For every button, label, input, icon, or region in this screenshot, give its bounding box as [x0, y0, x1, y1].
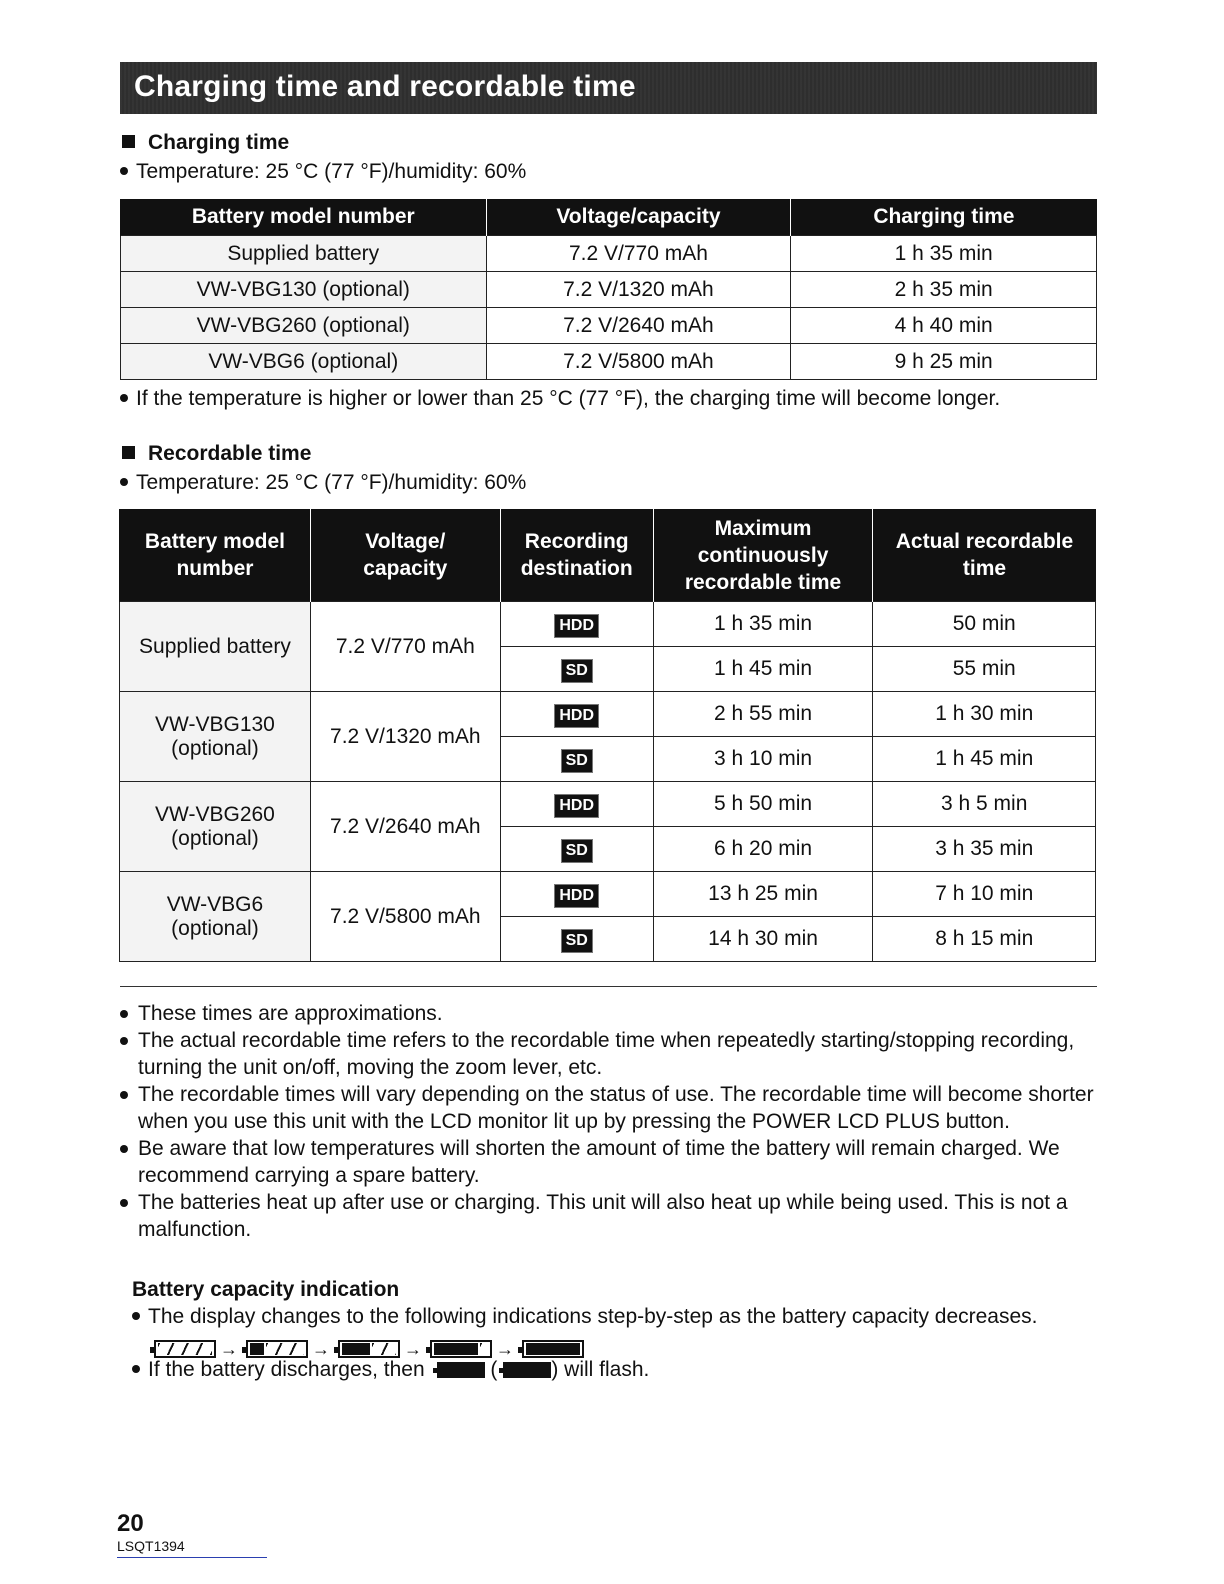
charging-heading-text: Charging time: [148, 131, 290, 154]
list-item: [120, 1000, 1100, 1027]
table-cell: 7.2 V/2640 mAh: [310, 782, 500, 872]
table-cell: 7.2 V/5800 mAh: [486, 344, 791, 380]
table-cell: VW-VBG6 (optional): [121, 344, 487, 380]
table-cell: [500, 737, 653, 782]
table-row: [121, 344, 1097, 380]
table-cell: 9 h 25 min: [791, 344, 1097, 380]
table-header-row: [120, 509, 1096, 602]
charging-note: [120, 387, 1000, 411]
battery-quarter-icon: [437, 1362, 485, 1378]
table-row: [120, 692, 1096, 737]
table-cell: 1 h 35 min: [653, 602, 873, 647]
table-cell: 7.2 V/1320 mAh: [486, 272, 791, 308]
bullet-icon: [120, 167, 128, 175]
title-bar: [120, 62, 1097, 114]
square-bullet-icon: [122, 135, 135, 148]
bullet-icon: [120, 1010, 128, 1018]
table-cell: Supplied battery: [121, 236, 487, 272]
battery-three-quarter-icon: [246, 1340, 308, 1358]
table-row: [121, 308, 1097, 344]
bullet-icon: [120, 1199, 128, 1207]
table-cell: 7.2 V/5800 mAh: [310, 872, 500, 962]
bullet-icon: [120, 394, 128, 402]
column-header: Battery model number: [121, 199, 487, 236]
battery-sequence: [148, 1338, 584, 1360]
sd-card-icon: SD: [562, 840, 592, 862]
note-text: These times are approximations.: [138, 1002, 443, 1025]
table-cell: 7.2 V/770 mAh: [310, 602, 500, 692]
page-number: 20: [117, 1510, 144, 1537]
notes-list: [120, 1000, 1100, 1243]
table-cell: 2 h 35 min: [791, 272, 1097, 308]
table-cell: [500, 647, 653, 692]
recordable-heading: [122, 442, 311, 466]
square-bullet-icon: [122, 446, 135, 459]
list-item: [120, 1189, 1100, 1243]
page-title: Charging time and recordable time: [134, 70, 636, 103]
column-header: Voltage/capacity: [486, 199, 791, 236]
recordable-heading-text: Recordable time: [148, 442, 312, 465]
note-text: Be aware that low temperatures will shorten the amount of time the battery will remain charged. We recommend carrying a spare battery.: [138, 1137, 1060, 1187]
arrow-icon: →: [496, 1338, 514, 1359]
table-cell: VW-VBG260 (optional): [120, 782, 311, 872]
list-item: [120, 1081, 1100, 1135]
table-row: [120, 782, 1096, 827]
table-header-row: [121, 199, 1097, 236]
table-row: [121, 236, 1097, 272]
column-header: Voltage/ capacity: [310, 509, 500, 602]
table-cell: 5 h 50 min: [653, 782, 873, 827]
table-cell: 4 h 40 min: [791, 308, 1097, 344]
table-cell: 55 min: [873, 647, 1096, 692]
hdd-icon: HDD: [555, 705, 598, 727]
sd-card-icon: SD: [562, 660, 592, 682]
battery-indication-line2: If the battery discharges, then ( ) will flash.: [132, 1358, 649, 1382]
table-cell: 1 h 45 min: [873, 737, 1096, 782]
bullet-icon: [120, 478, 128, 486]
charging-table: [120, 199, 1097, 380]
table-cell: Supplied battery: [120, 602, 311, 692]
column-header: Maximum continuously recordable time: [653, 509, 873, 602]
charging-condition-text: Temperature: 25 °C (77 °F)/humidity: 60%: [136, 160, 527, 183]
table-cell: 3 h 5 min: [873, 782, 1096, 827]
arrow-icon: →: [220, 1338, 238, 1359]
note-text: The recordable times will vary depending on the status of use. The recordable time will become shorter when you use this unit with the LCD monitor lit up by pressing the POWER LCD PLUS button.: [138, 1083, 1094, 1133]
hdd-icon: HDD: [555, 885, 598, 907]
table-cell: 50 min: [873, 602, 1096, 647]
table-cell: 14 h 30 min: [653, 917, 873, 962]
table-cell: 3 h 35 min: [873, 827, 1096, 872]
battery-indication-line1: [132, 1305, 1038, 1329]
table-row: [121, 272, 1097, 308]
table-cell: 7.2 V/1320 mAh: [310, 692, 500, 782]
battery-discharge-text: If the battery discharges, then: [148, 1358, 425, 1381]
battery-half-icon: [338, 1340, 400, 1358]
table-row: [120, 602, 1096, 647]
footer-rule: [117, 1557, 267, 1558]
table-cell: 13 h 25 min: [653, 872, 873, 917]
table-cell: [500, 917, 653, 962]
list-item: [120, 1027, 1100, 1081]
note-text: The actual recordable time refers to the recordable time when repeatedly starting/stopping recording, turning the unit on/off, moving the zoom lever, etc.: [138, 1029, 1075, 1079]
table-cell: 2 h 55 min: [653, 692, 873, 737]
charging-condition: [120, 160, 526, 184]
battery-indication-text: The display changes to the following indications step-by-step as the battery capacity decreases.: [148, 1305, 1038, 1328]
table-cell: VW-VBG260 (optional): [121, 308, 487, 344]
column-header: Charging time: [791, 199, 1097, 236]
table-cell: VW-VBG6 (optional): [120, 872, 311, 962]
battery-empty-icon: [522, 1340, 584, 1358]
battery-empty-icon: [503, 1362, 551, 1378]
list-item: [120, 1135, 1100, 1189]
table-cell: VW-VBG130 (optional): [121, 272, 487, 308]
battery-quarter-icon: [430, 1340, 492, 1358]
battery-flash-text: ) will flash.: [551, 1358, 650, 1381]
table-cell: [500, 602, 653, 647]
sd-card-icon: SD: [562, 930, 592, 952]
document-code: LSQT1394: [117, 1538, 185, 1554]
table-cell: 7 h 10 min: [873, 872, 1096, 917]
charging-note-text: If the temperature is higher or lower than 25 °C (77 °F), the charging time will become longer.: [136, 387, 1001, 410]
charging-heading: [122, 131, 289, 155]
hdd-icon: HDD: [555, 615, 598, 637]
bullet-icon: [132, 1365, 140, 1373]
recordable-condition: [120, 471, 526, 495]
arrow-icon: →: [404, 1338, 422, 1359]
battery-full-icon: [154, 1340, 216, 1358]
bullet-icon: [132, 1312, 140, 1320]
table-cell: 1 h 30 min: [873, 692, 1096, 737]
section-divider: [120, 986, 1097, 987]
column-header: Recording destination: [500, 509, 653, 602]
table-row: [120, 872, 1096, 917]
table-cell: VW-VBG130 (optional): [120, 692, 311, 782]
table-cell: [500, 692, 653, 737]
battery-indication-heading: Battery capacity indication: [132, 1278, 400, 1301]
table-cell: 1 h 35 min: [791, 236, 1097, 272]
table-cell: 8 h 15 min: [873, 917, 1096, 962]
bullet-icon: [120, 1145, 128, 1153]
bullet-icon: [120, 1037, 128, 1045]
table-cell: [500, 872, 653, 917]
sd-card-icon: SD: [562, 750, 592, 772]
table-cell: [500, 827, 653, 872]
table-cell: 1 h 45 min: [653, 647, 873, 692]
table-cell: 3 h 10 min: [653, 737, 873, 782]
arrow-icon: →: [312, 1338, 330, 1359]
table-cell: 7.2 V/770 mAh: [486, 236, 791, 272]
recordable-table: [119, 509, 1096, 962]
recordable-condition-text: Temperature: 25 °C (77 °F)/humidity: 60%: [136, 471, 527, 494]
hdd-icon: HDD: [555, 795, 598, 817]
column-header: Actual recordable time: [873, 509, 1096, 602]
bullet-icon: [120, 1091, 128, 1099]
table-cell: [500, 782, 653, 827]
table-cell: 7.2 V/2640 mAh: [486, 308, 791, 344]
table-cell: 6 h 20 min: [653, 827, 873, 872]
column-header: Battery model number: [120, 509, 311, 602]
note-text: The batteries heat up after use or charging. This unit will also heat up while being used. This is not a malfunction.: [138, 1191, 1068, 1241]
